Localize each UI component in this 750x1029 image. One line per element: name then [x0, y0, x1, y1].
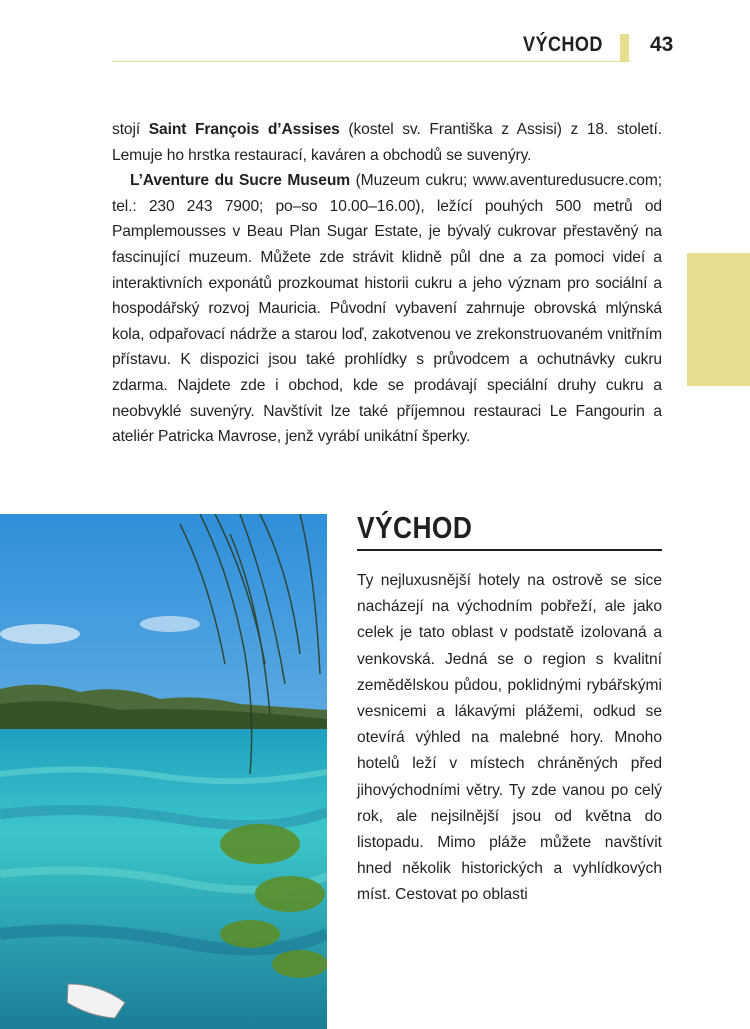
- beach-photo: [0, 514, 327, 1029]
- body-text: [112, 117, 662, 450]
- page-number: 43: [650, 33, 674, 56]
- paragraph-2-bold: L’Aventure du Sucre Museum: [130, 172, 351, 190]
- paragraph-1-rest: (kostel sv. Františka z Assisi) z 18. století. Lemuje ho hrstka restaurací, kaváren a obchodů se suvenýry.: [112, 121, 662, 164]
- paragraph-2-rest: (Muzeum cukru; www.aventuredusucre.com; tel.: 230 243 7900; po–so 10.00–16.00), ležící pouhých 500 metrů od Pamplemousses v Beau Plan Sugar Estate, je bývalý cukrovar přestavěný na fascinující muzeum. Můžete zde strávit klidně půl dne a za pomoci videí a interaktivních exponátů prozkoumat historii cukru a jeho význam pro sociální a hospodářský rozvoj Mauricia. Původní vybavení zahrnuje obrovská mlýnská kola, odpařovací nádrže a starou loď, zakotvenou ve zrekonstruovaném vnitřním přístavu. K dispozici jsou také prohlídky s průvodcem a ochutnávky cukru zdarma. Najdete zde i obchod, kde se prodávají speciální druhy cukru a neobvyklé suvenýry. Navštívit lze také příjemnou restauraci Le Fangourin a ateliér Patricka Mavrose, jenž vyrábí unikátní šperky.: [112, 172, 662, 446]
- paragraph-1-bold: Saint François d’Assises: [148, 121, 340, 138]
- section-heading-rule: [357, 549, 662, 551]
- section-paragraph: Ty nejluxusnější hotely na ostrově se sice nacházejí na východním pobřeží, ale jako celek je tato oblast v podstatě izolovaná a venkovská. Jedná se o region s kvalitní zemědělskou půdou, poklidnými rybářskými vesnicemi a lákavými plážemi, odkud se otevírá výhled na malebné hory. Mnoho hotelů leží v místech chráněných před jihovýchodními větry. Ty zde vanou po celý rok, ale nejsilnější jsou od května do listopadu. Mimo pláže můžete navštívit hned několik historických a vyhlídkových míst. Cestovat po oblasti: [357, 572, 662, 904]
- paragraph-1: [112, 117, 662, 168]
- header-rule: [112, 61, 630, 62]
- side-thumb-tab: [687, 253, 750, 386]
- paragraph-2: [112, 168, 662, 450]
- running-header-title: VÝCHOD: [523, 33, 603, 56]
- section-body: [357, 568, 662, 909]
- section-heading: VÝCHOD: [357, 510, 473, 545]
- header-accent-bar: [620, 34, 629, 62]
- paragraph-1-lead: stojí: [112, 121, 149, 138]
